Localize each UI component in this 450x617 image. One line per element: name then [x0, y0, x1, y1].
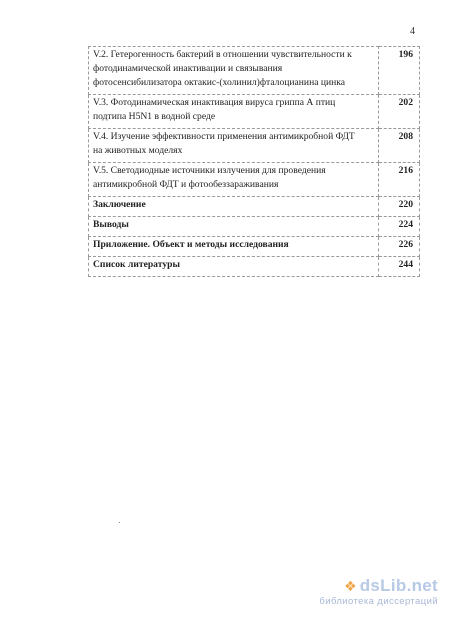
toc-entry-page: 196 [379, 47, 420, 95]
toc-entry-page: 226 [379, 237, 420, 257]
toc-entry-page: 216 [379, 163, 420, 197]
toc-row-v3 [89, 95, 420, 129]
toc-entry-line: фотосенсибилизатора октакис-(холинил)фталоцианина цинка [93, 77, 346, 88]
book-icon: ❖ [344, 577, 357, 594]
toc-entry-title [89, 197, 379, 217]
watermark-logo: dsLib.net [359, 576, 438, 595]
toc-row-conclusion [89, 197, 420, 217]
toc-entry-line: V.5. Светодиодные источники излучения для проведения [93, 165, 326, 176]
watermark [319, 576, 438, 607]
toc-row-v4 [89, 129, 420, 163]
toc-entry-line: антимикробной ФДТ и фотообеззараживания [93, 179, 279, 190]
toc-entry-page: 220 [379, 197, 420, 217]
watermark-top [319, 576, 438, 596]
scan-speck [119, 522, 120, 523]
toc-entry-page: 244 [379, 257, 420, 277]
toc-row-references [89, 257, 420, 277]
watermark-subtitle: библиотека диссертаций [319, 596, 438, 607]
toc-entry-line: подтипа H5N1 в водной среде [93, 111, 216, 122]
page-number: 4 [410, 26, 415, 37]
toc-row-v5 [89, 163, 420, 197]
toc-entry-title [89, 217, 379, 237]
toc-row-findings [89, 217, 420, 237]
toc-entry-page: 208 [379, 129, 420, 163]
toc-entry-page: 224 [379, 217, 420, 237]
toc-entry-line: на животных моделях [93, 145, 183, 156]
toc-entry-line: V.4. Изучение эффективности применения антимикробной ФДТ [93, 131, 355, 142]
toc-entry-line: Выводы [93, 219, 129, 230]
toc-entry-title [89, 163, 379, 197]
toc-entry-line: V.3. Фотодинамическая инактивация вируса гриппа А птиц [93, 97, 336, 108]
toc-entry-page: 202 [379, 95, 420, 129]
toc-entry-title [89, 95, 379, 129]
table-of-contents [88, 46, 420, 277]
toc-entry-line: Приложение. Объект и методы исследования [93, 239, 289, 250]
toc-entry-title [89, 257, 379, 277]
toc-entry-line: V.2. Гетерогенность бактерий в отношении чувствительности к [93, 49, 352, 60]
toc-entry-line: Список литературы [93, 259, 180, 270]
toc-row-v2 [89, 47, 420, 95]
toc-entry-line: фотодинамической инактивации и связывания [93, 63, 283, 74]
toc-entry-line: Заключение [93, 199, 146, 210]
toc-entry-title [89, 129, 379, 163]
toc-row-appendix [89, 237, 420, 257]
toc-entry-title [89, 237, 379, 257]
toc-entry-title [89, 47, 379, 95]
